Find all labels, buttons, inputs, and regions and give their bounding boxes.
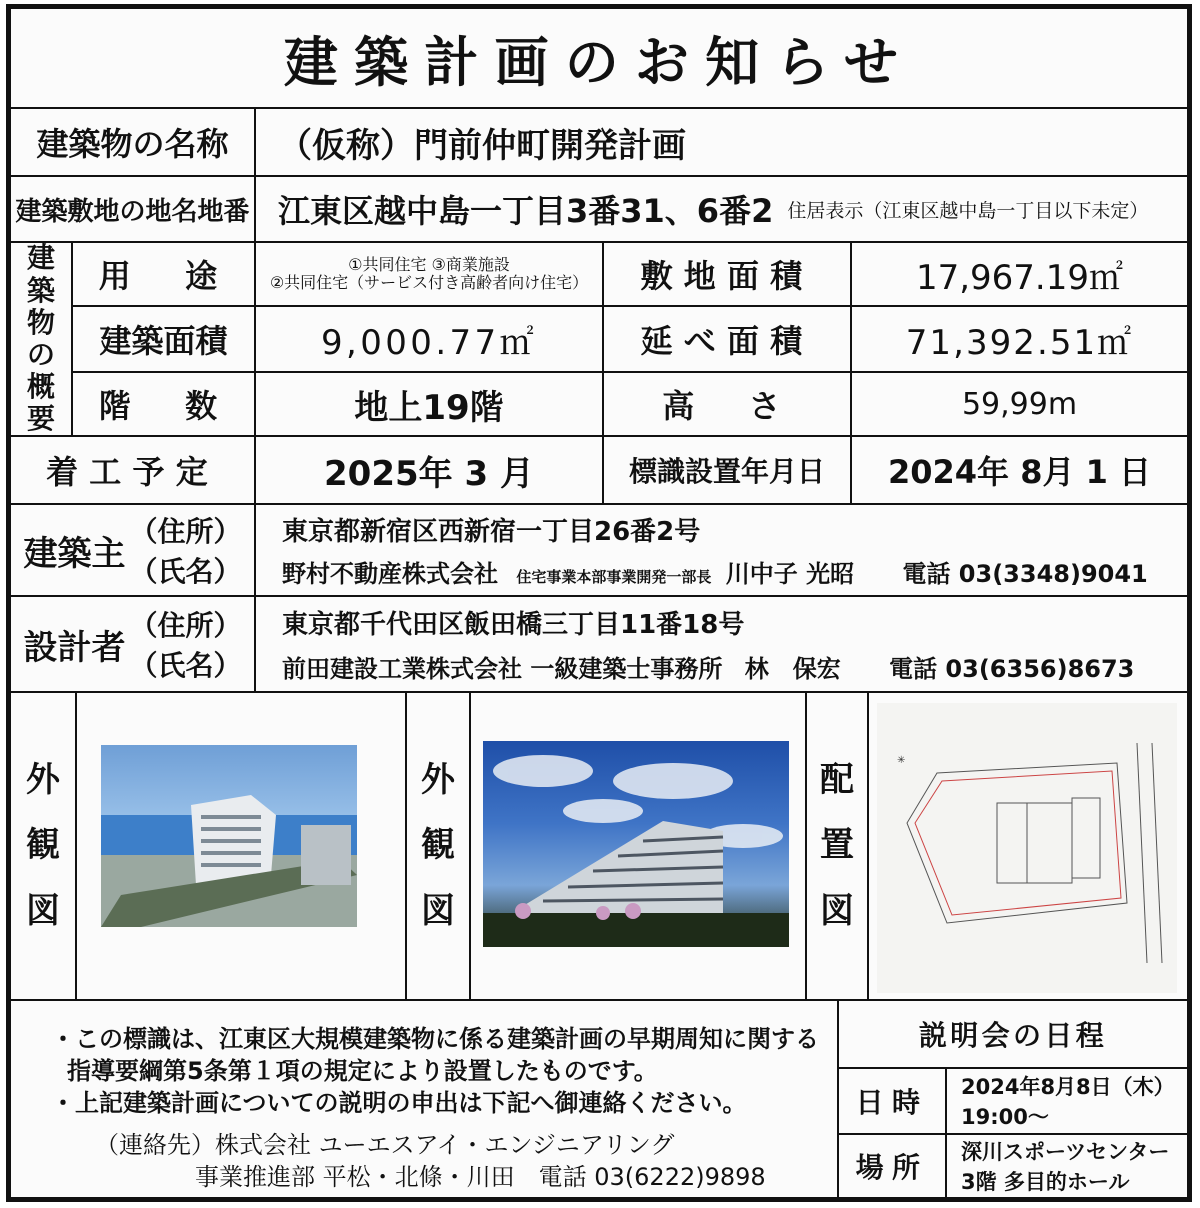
use-line2: ②共同住宅（サービス付き高齢者向け住宅） [269, 273, 589, 292]
use-value [254, 241, 604, 307]
when-date: 2024年8月8日（木） [961, 1075, 1175, 1099]
owner-info [254, 503, 1189, 597]
floor-area-value: 71,392.51㎡ [850, 305, 1189, 373]
where-value [945, 1133, 1189, 1199]
site-cell [254, 175, 1189, 243]
designer-addr-tag: （住所） [129, 609, 242, 642]
where-room: 3階 多目的ホール [961, 1170, 1130, 1194]
notice-board [6, 4, 1192, 1202]
owner-phone: 電話 03(3348)9041 [902, 560, 1148, 588]
when-label: 日時 [837, 1067, 947, 1135]
floors-label: 階 数 [71, 371, 256, 437]
name-value: （仮称）門前仲町開発計画 [254, 107, 1189, 177]
exterior-image-cell-2 [469, 691, 807, 1001]
floors-value: 地上19階 [254, 371, 604, 437]
building-area-value: 9,000.77㎡ [254, 305, 604, 373]
floor-area-label: 延べ面積 [602, 305, 852, 373]
owner-addr-tag: （住所） [129, 515, 242, 548]
note-1b: 指導要綱第5条第１項の規定により設置したものです。 [67, 1057, 658, 1085]
designer-company: 前田建設工業株式会社 一級建築士事務所 [282, 655, 723, 683]
svg-text:✳: ✳ [897, 755, 906, 766]
exterior-rendering-2 [483, 741, 789, 947]
site-label: 建築敷地の地名地番 [9, 175, 256, 243]
exterior-label-2: 外 観 図 [405, 691, 471, 1001]
designer-label: 設計者 [23, 627, 126, 668]
designer-label-cell [9, 595, 256, 693]
name-label: 建築物の名称 [9, 107, 256, 177]
exterior-label-1: 外 観 図 [9, 691, 77, 1001]
where-label: 場所 [837, 1133, 947, 1199]
meeting-title: 説明会の日程 [837, 999, 1189, 1069]
when-time: 19:00～ [961, 1105, 1049, 1129]
page-title: 建築計画のお知らせ [9, 7, 1189, 109]
height-label: 高 さ [602, 371, 852, 437]
contact-line-1: （連絡先）株式会社 ユーエスアイ・エンジニアリング [95, 1131, 675, 1159]
start-value: 2025年 3 月 [254, 435, 604, 505]
owner-person: 川中子 光昭 [725, 560, 855, 588]
site-area-label: 敷地面積 [602, 241, 852, 307]
owner-company: 野村不動産株式会社 [282, 560, 498, 588]
layout-label: 配 置 図 [805, 691, 869, 1001]
height-value: 59,99m [850, 371, 1189, 437]
owner-address: 東京都新宿区西新宿一丁目26番2号 [282, 517, 701, 547]
layout-image-cell [867, 691, 1189, 1001]
owner-label: 建築主 [23, 533, 126, 574]
site-value: 江東区越中島一丁目3番31、6番2 [278, 192, 774, 230]
exterior-rendering-1 [101, 745, 357, 927]
site-plan-drawing [877, 703, 1177, 993]
start-label: 着工予定 [9, 435, 256, 505]
owner-name-tag: （氏名） [129, 555, 242, 588]
note-2: ・上記建築計画についての説明の申出は下記へ御連絡ください。 [51, 1089, 747, 1117]
overview-label: 建 築 物 の 概 要 [9, 241, 73, 437]
when-value [945, 1067, 1189, 1135]
sign-date-value: 2024年 8月 1 日 [850, 435, 1189, 505]
use-label: 用 途 [71, 241, 256, 307]
owner-label-cell [9, 503, 256, 597]
designer-name-tag: （氏名） [129, 649, 242, 682]
building-area-label: 建築面積 [71, 305, 256, 373]
exterior-image-cell-1 [75, 691, 407, 1001]
designer-phone: 電話 03(6356)8673 [889, 655, 1135, 683]
designer-info [254, 595, 1189, 693]
note-1a: ・この標識は、江東区大規模建築物に係る建築計画の早期周知に関する [51, 1025, 819, 1053]
site-note: 住居表示（江東区越中島一丁目以下未定） [787, 199, 1149, 222]
site-area-value: 17,967.19㎡ [850, 241, 1189, 307]
where-venue: 深川スポーツセンター [961, 1140, 1170, 1164]
sign-date-label: 標識設置年月日 [602, 435, 852, 505]
use-line1: ①共同住宅 ③商業施設 [348, 254, 510, 274]
designer-address: 東京都千代田区飯田橋三丁目11番18号 [282, 610, 745, 640]
owner-dept: 住宅事業本部事業開発一部長 [516, 568, 712, 586]
designer-person: 林 保宏 [744, 655, 841, 683]
contact-line-2: 事業推進部 平松・北條・川田 電話 03(6222)9898 [195, 1163, 766, 1191]
